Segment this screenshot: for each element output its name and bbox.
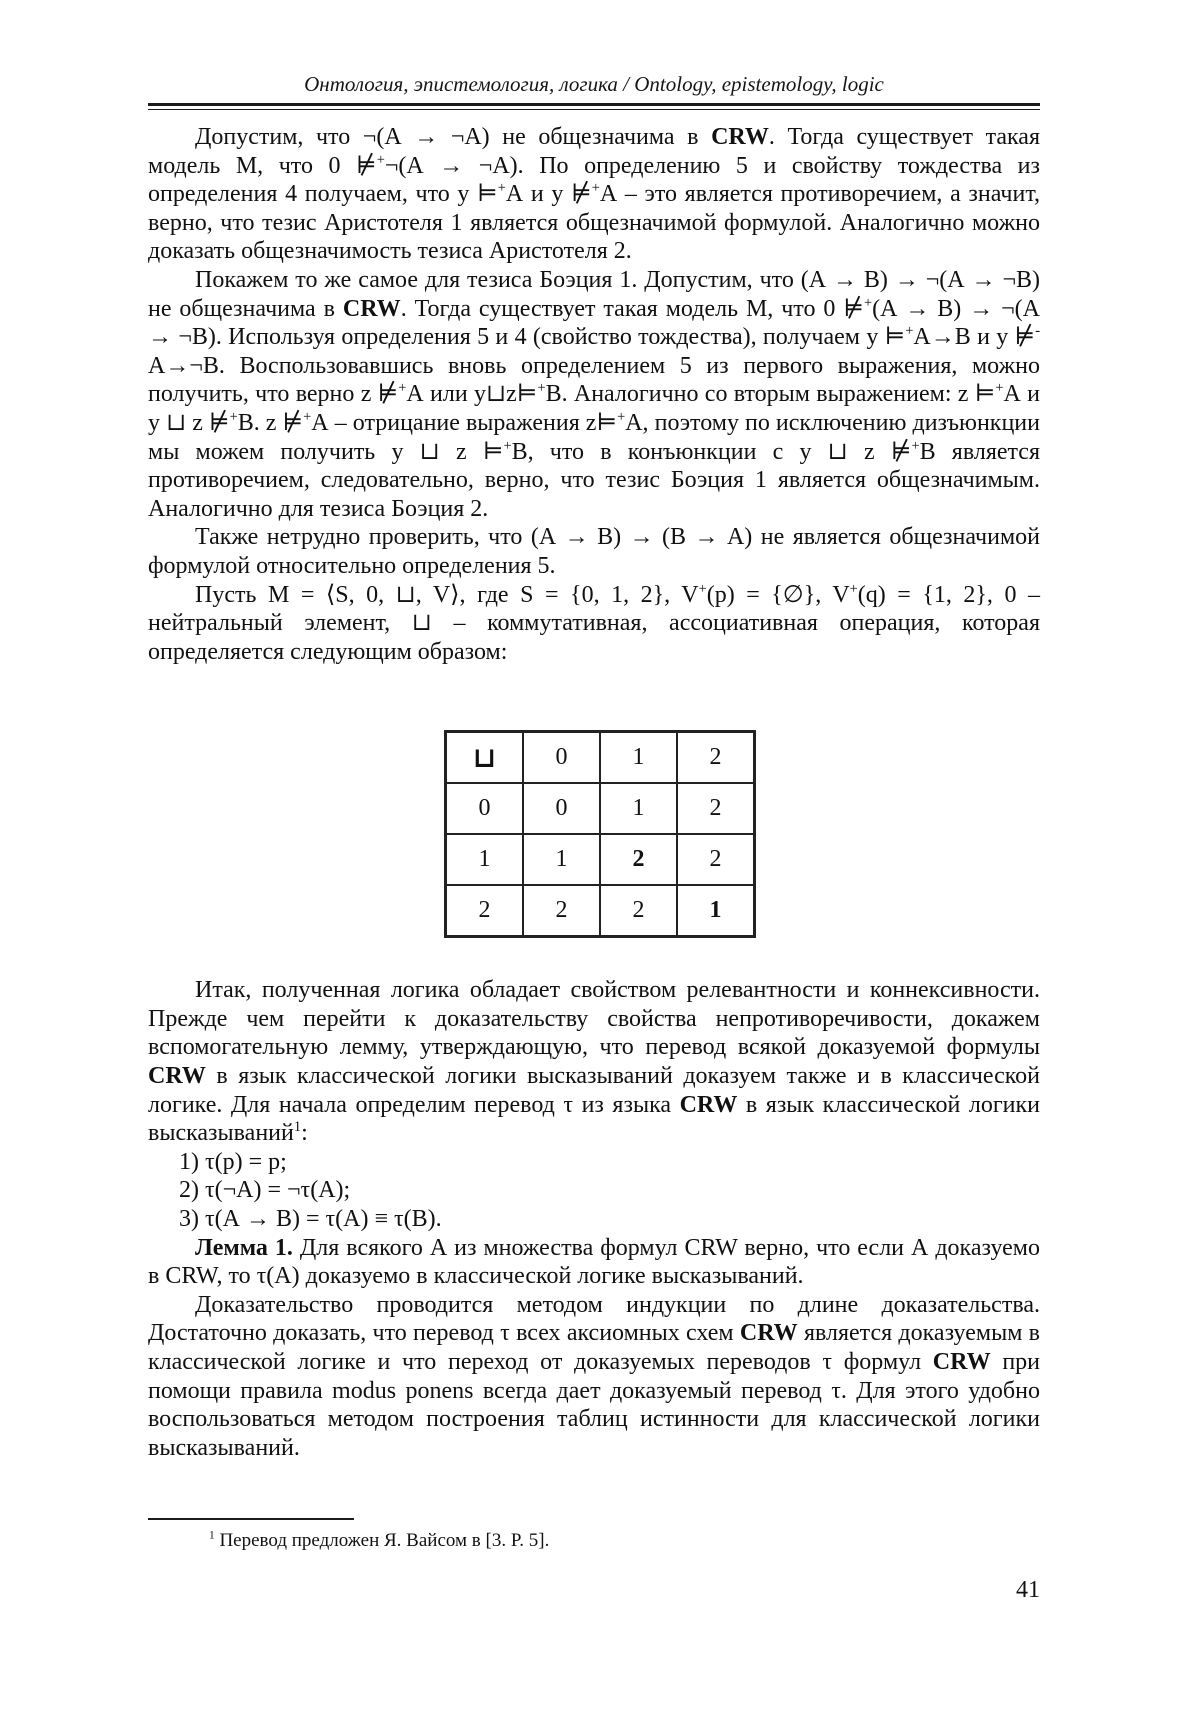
text-run: В является противоречием, следовательно, верно, что тезис Боэция 1 является общезначимым. Аналогично для тезиса Боэция 2.: [148, 438, 1040, 522]
table-cell: 2: [523, 885, 600, 937]
header-rule: [148, 103, 1040, 110]
text-run: Лемма 1.: [195, 1234, 293, 1261]
text-run: в язык классической логики высказываний доказуем также и в классической логике. Для начала определим перевод τ из языка: [148, 1063, 1040, 1118]
text-run: Также нетрудно проверить, что (А → В) → (В → А) не является общезначимой формулой относительно определения 5.: [148, 524, 1040, 579]
operation-table: [444, 730, 756, 938]
text-run: CRW: [932, 1349, 991, 1375]
text-run: А→В и y ⊭: [913, 324, 1036, 351]
superscript-run: +: [376, 151, 385, 168]
table-row: [446, 834, 755, 885]
table-cell: 1: [600, 732, 677, 784]
text-run: CRW: [739, 1320, 798, 1347]
table-cell: ⊔: [446, 732, 524, 784]
text-run: В. z ⊭: [237, 409, 304, 436]
text-run: CRW: [679, 1091, 738, 1118]
superscript-run: +: [398, 380, 407, 397]
footnote-text: [148, 1529, 1040, 1552]
superscript-run: +: [911, 437, 920, 454]
text-run: является доказуемым в классической логике и что переход от доказуемых переводов τ формул: [148, 1320, 1041, 1375]
paragraph-lemma-1: [148, 1234, 1040, 1291]
superscript-run: +: [698, 580, 707, 597]
table-cell: 1: [446, 834, 524, 885]
table-cell: 2: [446, 885, 524, 937]
text-run: ¬(А → ¬А). По определению 5 и свойству тождества из определения 4 получаем, что y ⊨: [148, 152, 1041, 208]
text-run: Итак, полученная логика обладает свойством релевантности и коннексивности. Прежде чем перейти к доказательству свойства непротиворечивости, докажем вспомогательную лемму, утверждающую, что перевод всякой доказуемой формулы: [148, 977, 1040, 1061]
superscript-run: +: [537, 380, 546, 397]
paragraph-aristotle-thesis: [148, 123, 1040, 266]
table-cell: 1: [523, 834, 600, 885]
text-run: А и y ⊔ z ⊭: [148, 381, 1040, 436]
text-run: А – отрицание выражения z⊨: [311, 409, 618, 436]
text-run: В, что в конъюнкции с y ⊔ z ⊭: [511, 438, 912, 465]
superscript-run: +: [591, 180, 600, 197]
table-row: [446, 783, 755, 834]
text-run: А – это является противоречием, а значит, верно, что тезис Аристотеля 1 является общезначимой формулой. Аналогично можно доказать общезначимость тезиса Аристотеля 2.: [148, 181, 1041, 265]
text-run: (А → В) → ¬(А → ¬В). Используя определения 5 и 4 (свойство тождества), получаем y ⊨: [148, 295, 1040, 351]
translation-rule-1: [148, 1148, 1040, 1177]
operation-table-body: [446, 732, 755, 937]
text-run: (q) = {1, 2}, 0 – нейтральный элемент, ⊔ – коммутативная, ассоциативная операция, которая определяется следующим образом:: [148, 581, 1040, 665]
table-cell: 2: [677, 783, 755, 834]
superscript-run: +: [617, 408, 626, 425]
text-run: А→¬В. Воспользовавшись вновь определением 5 из первого выражения, можно получить, что верно z ⊭: [148, 352, 1040, 408]
text-run: А и y ⊭: [505, 181, 592, 208]
table-cell: 0: [523, 732, 600, 784]
translation-rule-2: [148, 1176, 1040, 1205]
paragraph-proof: [148, 1291, 1040, 1463]
table-cell: 1: [677, 885, 755, 937]
paragraph-lemma-intro: [148, 976, 1040, 1148]
text-run: :: [301, 1120, 308, 1147]
superscript-run: +: [497, 180, 506, 197]
text-run: А или y⊔z⊨: [406, 381, 538, 408]
superscript-run: +: [863, 294, 873, 311]
table-cell: 2: [677, 834, 755, 885]
paragraph-check-formula: [148, 523, 1040, 580]
table-row: [446, 885, 755, 937]
text-run: В. Аналогично со вторым выражением: z ⊨: [545, 381, 996, 408]
text-run: Перевод предложен Я. Вайсом в [3. P. 5].: [214, 1530, 550, 1552]
text-run: Пусть М = ⟨S, 0, ⊔, V⟩, где S = {0, 1, 2}, V: [195, 581, 699, 608]
paragraph-model-definition: [148, 581, 1040, 667]
superscript-run: +: [303, 408, 312, 425]
footnote-rule: [148, 1518, 354, 1520]
superscript-run: 1: [209, 1530, 215, 1543]
superscript-run: +: [503, 437, 512, 454]
superscript-run: +: [849, 580, 858, 597]
superscript-run: +: [229, 408, 238, 425]
superscript-run: +: [905, 323, 914, 340]
footnote-block: [148, 1518, 1040, 1552]
text-run: Доказательство проводится методом индукции по длине доказательства. Достаточно доказать, что перевод τ всех аксиомных схем: [148, 1291, 1040, 1347]
superscript-run: +: [995, 380, 1004, 397]
table-cell: 2: [677, 732, 755, 784]
text-column: [148, 0, 1040, 1604]
superscript-run: -: [1035, 323, 1040, 340]
text-run: . Тогда существует такая модель М, что 0 ⊭: [400, 295, 864, 322]
text-run: Для всякого А из множества формул CRW верно, что если А доказуемо в CRW, то τ(А) доказуемо в классической логике высказываний.: [148, 1234, 1040, 1290]
translation-rule-3: [148, 1205, 1040, 1234]
text-run: Покажем то же самое для тезиса Боэция 1. Допустим, что (А → В) → ¬(А → ¬В) не общезначима в: [148, 266, 1040, 322]
text-run: 3) τ(А → В) = τ(А) ≡ τ(В).: [179, 1206, 442, 1233]
table-cell: 2: [600, 834, 677, 885]
text-run: Допустим, что ¬(А → ¬А) не общезначима в: [195, 124, 712, 150]
superscript-run: 1: [293, 1119, 302, 1136]
text-run: CRW: [342, 295, 401, 322]
text-run: 1) τ(p) = p;: [179, 1148, 287, 1175]
paragraph-boethius-thesis: [148, 266, 1040, 523]
text-run: при помощи правила modus ponens всегда дает доказуемый перевод τ. Для этого удобно воспользоваться методом построения таблиц истинности для классической логики высказываний.: [148, 1349, 1041, 1461]
text-run: А, поэтому по исключению дизъюнкции мы можем получить y ⊔ z ⊨: [148, 409, 1040, 465]
table-cell: 0: [523, 783, 600, 834]
table-cell: 0: [446, 783, 524, 834]
text-run: CRW: [711, 124, 769, 150]
text-run: . Тогда существует такая модель М, что 0 ⊭: [148, 124, 1040, 179]
page-number: 41: [1016, 1577, 1040, 1604]
text-run: в язык классической логики высказываний: [148, 1091, 1041, 1147]
text-run: (p) = {∅}, V: [706, 581, 850, 608]
text-run: 2) τ(¬А) = ¬τ(А);: [179, 1177, 351, 1204]
running-head: Онтология, эпистемология, логика / Ontology, epistemology, logic: [304, 72, 884, 96]
table-cell: 1: [600, 783, 677, 834]
text-run: CRW: [148, 1063, 206, 1090]
table-row: [446, 732, 755, 784]
table-cell: 2: [600, 885, 677, 937]
